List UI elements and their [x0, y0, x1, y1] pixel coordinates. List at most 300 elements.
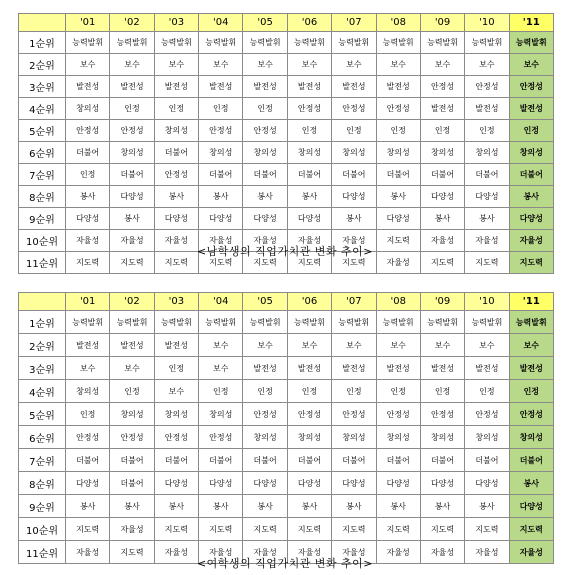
value-cell: 안정성	[465, 403, 509, 426]
value-cell: 능력발휘	[66, 311, 110, 334]
year-header: '03	[154, 293, 198, 311]
value-cell: 보수	[376, 334, 420, 357]
value-cell: 다양성	[465, 472, 509, 495]
value-cell: 지도력	[243, 518, 287, 541]
year-header: '07	[332, 293, 376, 311]
value-cell: 봉사	[66, 186, 110, 208]
value-cell: 인정	[66, 403, 110, 426]
female-values-table	[18, 292, 554, 564]
value-cell: 보수	[287, 54, 331, 76]
value-cell: 창의성	[66, 98, 110, 120]
female-table-body	[19, 311, 554, 564]
value-cell: 발전성	[465, 98, 509, 120]
value-cell: 안정성	[287, 98, 331, 120]
rank-label: 7순위	[19, 449, 66, 472]
value-cell: 안정성	[332, 98, 376, 120]
value-cell: 인정	[287, 120, 331, 142]
corner-cell	[19, 293, 66, 311]
value-cell: 봉사	[243, 495, 287, 518]
value-cell: 인정	[465, 120, 509, 142]
value-cell: 인정	[509, 120, 553, 142]
value-cell: 발전성	[66, 334, 110, 357]
value-cell: 더불어	[376, 164, 420, 186]
value-cell: 자율성	[154, 541, 198, 564]
year-header: '01	[66, 293, 110, 311]
value-cell: 자율성	[332, 541, 376, 564]
value-cell: 봉사	[66, 495, 110, 518]
value-cell: 다양성	[332, 472, 376, 495]
value-cell: 인정	[332, 120, 376, 142]
table-row	[19, 32, 554, 54]
value-cell: 지도력	[376, 518, 420, 541]
value-cell: 봉사	[243, 186, 287, 208]
value-cell: 봉사	[287, 495, 331, 518]
value-cell: 더불어	[110, 472, 154, 495]
value-cell: 능력발휘	[66, 32, 110, 54]
value-cell: 지도력	[509, 252, 553, 274]
value-cell: 능력발휘	[243, 311, 287, 334]
rank-label: 6순위	[19, 142, 66, 164]
value-cell: 보수	[154, 54, 198, 76]
value-cell: 능력발휘	[332, 311, 376, 334]
value-cell: 자율성	[420, 541, 464, 564]
value-cell: 능력발휘	[420, 311, 464, 334]
value-cell: 다양성	[199, 472, 243, 495]
value-cell: 능력발휘	[154, 311, 198, 334]
value-cell: 발전성	[154, 76, 198, 98]
value-cell: 다양성	[110, 186, 154, 208]
value-cell: 보수	[199, 357, 243, 380]
value-cell: 지도력	[110, 252, 154, 274]
year-header: '05	[243, 293, 287, 311]
value-cell: 발전성	[243, 357, 287, 380]
value-cell: 더불어	[376, 449, 420, 472]
value-cell: 능력발휘	[154, 32, 198, 54]
value-cell: 다양성	[376, 472, 420, 495]
value-cell: 지도력	[66, 252, 110, 274]
value-cell: 발전성	[110, 334, 154, 357]
value-cell: 창의성	[154, 403, 198, 426]
rank-label: 1순위	[19, 311, 66, 334]
value-cell: 자율성	[376, 541, 420, 564]
value-cell: 안정성	[199, 426, 243, 449]
value-cell: 능력발휘	[509, 32, 553, 54]
value-cell: 지도력	[243, 252, 287, 274]
value-cell: 봉사	[509, 186, 553, 208]
table-row	[19, 403, 554, 426]
year-header: '10	[465, 14, 509, 32]
value-cell: 더불어	[154, 142, 198, 164]
year-header: '02	[110, 293, 154, 311]
value-cell: 인정	[243, 380, 287, 403]
value-cell: 더불어	[110, 164, 154, 186]
value-cell: 발전성	[420, 98, 464, 120]
value-cell: 보수	[332, 54, 376, 76]
value-cell: 보수	[287, 334, 331, 357]
value-cell: 더불어	[332, 164, 376, 186]
value-cell: 안정성	[420, 403, 464, 426]
value-cell: 발전성	[420, 357, 464, 380]
value-cell: 자율성	[66, 541, 110, 564]
value-cell: 더불어	[199, 164, 243, 186]
value-cell: 인정	[332, 380, 376, 403]
value-cell: 인정	[509, 380, 553, 403]
value-cell: 더불어	[243, 449, 287, 472]
value-cell: 안정성	[509, 76, 553, 98]
table-row	[19, 120, 554, 142]
value-cell: 다양성	[66, 472, 110, 495]
value-cell: 더불어	[199, 449, 243, 472]
value-cell: 다양성	[509, 495, 553, 518]
value-cell: 인정	[420, 120, 464, 142]
value-cell: 봉사	[420, 208, 464, 230]
value-cell: 발전성	[509, 98, 553, 120]
rank-label: 11순위	[19, 252, 66, 274]
value-cell: 지도력	[465, 252, 509, 274]
year-header: '11	[509, 14, 553, 32]
rank-label: 9순위	[19, 208, 66, 230]
value-cell: 다양성	[154, 472, 198, 495]
rank-label: 5순위	[19, 403, 66, 426]
value-cell: 발전성	[243, 76, 287, 98]
value-cell: 자율성	[509, 230, 553, 252]
value-cell: 안정성	[110, 426, 154, 449]
year-header-row	[19, 293, 554, 311]
value-cell: 보수	[66, 54, 110, 76]
value-cell: 인정	[154, 98, 198, 120]
value-cell: 봉사	[465, 208, 509, 230]
value-cell: 자율성	[243, 541, 287, 564]
male-table-body	[19, 32, 554, 274]
value-cell: 지도력	[376, 230, 420, 252]
value-cell: 창의성	[287, 426, 331, 449]
value-cell: 창의성	[243, 426, 287, 449]
value-cell: 보수	[465, 334, 509, 357]
value-cell: 능력발휘	[243, 32, 287, 54]
table-row	[19, 426, 554, 449]
value-cell: 능력발휘	[420, 32, 464, 54]
table-row	[19, 380, 554, 403]
value-cell: 안정성	[287, 403, 331, 426]
value-cell: 보수	[376, 54, 420, 76]
value-cell: 다양성	[287, 472, 331, 495]
value-cell: 안정성	[154, 164, 198, 186]
value-cell: 인정	[66, 164, 110, 186]
value-cell: 능력발휘	[509, 311, 553, 334]
value-cell: 능력발휘	[332, 32, 376, 54]
table-row	[19, 208, 554, 230]
value-cell: 능력발휘	[287, 311, 331, 334]
value-cell: 인정	[287, 380, 331, 403]
value-cell: 안정성	[376, 403, 420, 426]
value-cell: 인정	[199, 98, 243, 120]
value-cell: 발전성	[66, 76, 110, 98]
value-cell: 창의성	[420, 426, 464, 449]
value-cell: 발전성	[287, 357, 331, 380]
table-row	[19, 186, 554, 208]
value-cell: 더불어	[66, 449, 110, 472]
value-cell: 다양성	[199, 208, 243, 230]
value-cell: 더불어	[420, 449, 464, 472]
value-cell: 자율성	[465, 230, 509, 252]
value-cell: 봉사	[332, 208, 376, 230]
value-cell: 지도력	[154, 252, 198, 274]
value-cell: 안정성	[66, 426, 110, 449]
value-cell: 봉사	[332, 495, 376, 518]
value-cell: 자율성	[154, 230, 198, 252]
value-cell: 다양성	[66, 208, 110, 230]
value-cell: 보수	[332, 334, 376, 357]
value-cell: 인정	[110, 380, 154, 403]
value-cell: 보수	[199, 334, 243, 357]
value-cell: 창의성	[199, 142, 243, 164]
value-cell: 발전성	[332, 76, 376, 98]
value-cell: 봉사	[509, 472, 553, 495]
value-cell: 보수	[243, 54, 287, 76]
table-row	[19, 357, 554, 380]
value-cell: 능력발휘	[199, 32, 243, 54]
value-cell: 더불어	[465, 164, 509, 186]
value-cell: 보수	[154, 380, 198, 403]
table-row	[19, 54, 554, 76]
year-header: '02	[110, 14, 154, 32]
rank-label: 5순위	[19, 120, 66, 142]
value-cell: 창의성	[420, 142, 464, 164]
year-header: '04	[199, 293, 243, 311]
value-cell: 봉사	[199, 186, 243, 208]
value-cell: 더불어	[287, 449, 331, 472]
rank-label: 8순위	[19, 186, 66, 208]
rank-label: 4순위	[19, 380, 66, 403]
male-values-table	[18, 13, 554, 274]
value-cell: 다양성	[332, 186, 376, 208]
value-cell: 창의성	[465, 142, 509, 164]
value-cell: 다양성	[420, 472, 464, 495]
value-cell: 자율성	[376, 252, 420, 274]
value-cell: 보수	[465, 54, 509, 76]
table-row	[19, 472, 554, 495]
value-cell: 더불어	[110, 449, 154, 472]
value-cell: 인정	[154, 357, 198, 380]
value-cell: 인정	[420, 380, 464, 403]
year-header: '06	[287, 14, 331, 32]
value-cell: 발전성	[509, 357, 553, 380]
corner-cell	[19, 14, 66, 32]
rank-label: 8순위	[19, 472, 66, 495]
value-cell: 지도력	[199, 252, 243, 274]
rank-label: 10순위	[19, 230, 66, 252]
value-cell: 안정성	[199, 120, 243, 142]
rank-label: 7순위	[19, 164, 66, 186]
value-cell: 자율성	[287, 230, 331, 252]
value-cell: 다양성	[243, 472, 287, 495]
value-cell: 보수	[420, 334, 464, 357]
table-row	[19, 98, 554, 120]
value-cell: 능력발휘	[199, 311, 243, 334]
value-cell: 창의성	[110, 403, 154, 426]
value-cell: 발전성	[154, 334, 198, 357]
value-cell: 자율성	[465, 541, 509, 564]
value-cell: 안정성	[110, 120, 154, 142]
value-cell: 능력발휘	[465, 32, 509, 54]
value-cell: 인정	[376, 120, 420, 142]
value-cell: 인정	[110, 98, 154, 120]
year-header: '09	[420, 293, 464, 311]
value-cell: 다양성	[465, 186, 509, 208]
value-cell: 안정성	[465, 76, 509, 98]
value-cell: 안정성	[509, 403, 553, 426]
value-cell: 발전성	[376, 76, 420, 98]
value-cell: 자율성	[509, 541, 553, 564]
value-cell: 더불어	[66, 142, 110, 164]
value-cell: 발전성	[287, 76, 331, 98]
table-row	[19, 495, 554, 518]
value-cell: 인정	[465, 380, 509, 403]
value-cell: 더불어	[243, 164, 287, 186]
value-cell: 더불어	[509, 449, 553, 472]
rank-label: 4순위	[19, 98, 66, 120]
year-header-row	[19, 14, 554, 32]
value-cell: 지도력	[332, 518, 376, 541]
value-cell: 창의성	[199, 403, 243, 426]
value-cell: 자율성	[110, 230, 154, 252]
rank-label: 3순위	[19, 357, 66, 380]
value-cell: 봉사	[199, 495, 243, 518]
value-cell: 봉사	[376, 495, 420, 518]
value-cell: 인정	[376, 380, 420, 403]
value-cell: 능력발휘	[110, 311, 154, 334]
value-cell: 보수	[509, 54, 553, 76]
value-cell: 더불어	[509, 164, 553, 186]
value-cell: 능력발휘	[110, 32, 154, 54]
value-cell: 지도력	[287, 518, 331, 541]
value-cell: 지도력	[66, 518, 110, 541]
value-cell: 지도력	[420, 252, 464, 274]
value-cell: 능력발휘	[465, 311, 509, 334]
value-cell: 안정성	[332, 403, 376, 426]
year-header: '06	[287, 293, 331, 311]
value-cell: 발전성	[199, 76, 243, 98]
value-cell: 안정성	[154, 426, 198, 449]
value-cell: 지도력	[332, 252, 376, 274]
value-cell: 인정	[243, 98, 287, 120]
value-cell: 지도력	[420, 518, 464, 541]
rank-label: 2순위	[19, 54, 66, 76]
value-cell: 다양성	[376, 208, 420, 230]
value-cell: 보수	[110, 357, 154, 380]
year-header: '11	[509, 293, 553, 311]
value-cell: 봉사	[110, 495, 154, 518]
year-header: '08	[376, 14, 420, 32]
value-cell: 보수	[199, 54, 243, 76]
value-cell: 자율성	[243, 230, 287, 252]
table-row	[19, 142, 554, 164]
value-cell: 보수	[110, 54, 154, 76]
value-cell: 능력발휘	[376, 32, 420, 54]
value-cell: 능력발휘	[287, 32, 331, 54]
value-cell: 더불어	[332, 449, 376, 472]
year-header: '07	[332, 14, 376, 32]
value-cell: 보수	[420, 54, 464, 76]
value-cell: 창의성	[66, 380, 110, 403]
year-header: '09	[420, 14, 464, 32]
rank-label: 2순위	[19, 334, 66, 357]
value-cell: 창의성	[287, 142, 331, 164]
value-cell: 지도력	[199, 518, 243, 541]
value-cell: 자율성	[199, 541, 243, 564]
table-row	[19, 334, 554, 357]
value-cell: 다양성	[154, 208, 198, 230]
value-cell: 다양성	[243, 208, 287, 230]
rank-label: 1순위	[19, 32, 66, 54]
value-cell: 다양성	[509, 208, 553, 230]
value-cell: 창의성	[465, 426, 509, 449]
value-cell: 창의성	[154, 120, 198, 142]
table-row	[19, 518, 554, 541]
value-cell: 창의성	[332, 142, 376, 164]
value-cell: 안정성	[376, 98, 420, 120]
value-cell: 창의성	[243, 142, 287, 164]
value-cell: 봉사	[154, 186, 198, 208]
rank-label: 10순위	[19, 518, 66, 541]
value-cell: 안정성	[243, 120, 287, 142]
value-cell: 창의성	[376, 142, 420, 164]
value-cell: 더불어	[420, 164, 464, 186]
value-cell: 창의성	[332, 426, 376, 449]
value-cell: 봉사	[465, 495, 509, 518]
value-cell: 발전성	[465, 357, 509, 380]
value-cell: 창의성	[509, 142, 553, 164]
value-cell: 봉사	[154, 495, 198, 518]
value-cell: 창의성	[509, 426, 553, 449]
table-row	[19, 76, 554, 98]
value-cell: 발전성	[376, 357, 420, 380]
value-cell: 발전성	[332, 357, 376, 380]
value-cell: 지도력	[509, 518, 553, 541]
value-cell: 봉사	[376, 186, 420, 208]
value-cell: 다양성	[287, 208, 331, 230]
value-cell: 지도력	[154, 518, 198, 541]
year-header: '10	[465, 293, 509, 311]
rank-label: 9순위	[19, 495, 66, 518]
value-cell: 자율성	[110, 518, 154, 541]
male-table-caption: <남학생의 직업가치관 변화 추이>	[196, 245, 374, 258]
value-cell: 지도력	[465, 518, 509, 541]
value-cell: 지도력	[110, 541, 154, 564]
rank-label: 3순위	[19, 76, 66, 98]
value-cell: 보수	[66, 357, 110, 380]
value-cell: 창의성	[376, 426, 420, 449]
value-cell: 자율성	[199, 230, 243, 252]
value-cell: 자율성	[287, 541, 331, 564]
value-cell: 안정성	[243, 403, 287, 426]
value-cell: 창의성	[110, 142, 154, 164]
value-cell: 안정성	[66, 120, 110, 142]
value-cell: 봉사	[110, 208, 154, 230]
rank-label: 11순위	[19, 541, 66, 564]
value-cell: 자율성	[66, 230, 110, 252]
value-cell: 안정성	[420, 76, 464, 98]
year-header: '04	[199, 14, 243, 32]
table-row	[19, 164, 554, 186]
value-cell: 더불어	[154, 449, 198, 472]
year-header: '01	[66, 14, 110, 32]
value-cell: 지도력	[287, 252, 331, 274]
value-cell: 보수	[509, 334, 553, 357]
value-cell: 봉사	[420, 495, 464, 518]
female-table-caption: <여학생의 직업가치관 변화 추이>	[196, 557, 374, 570]
value-cell: 더불어	[287, 164, 331, 186]
